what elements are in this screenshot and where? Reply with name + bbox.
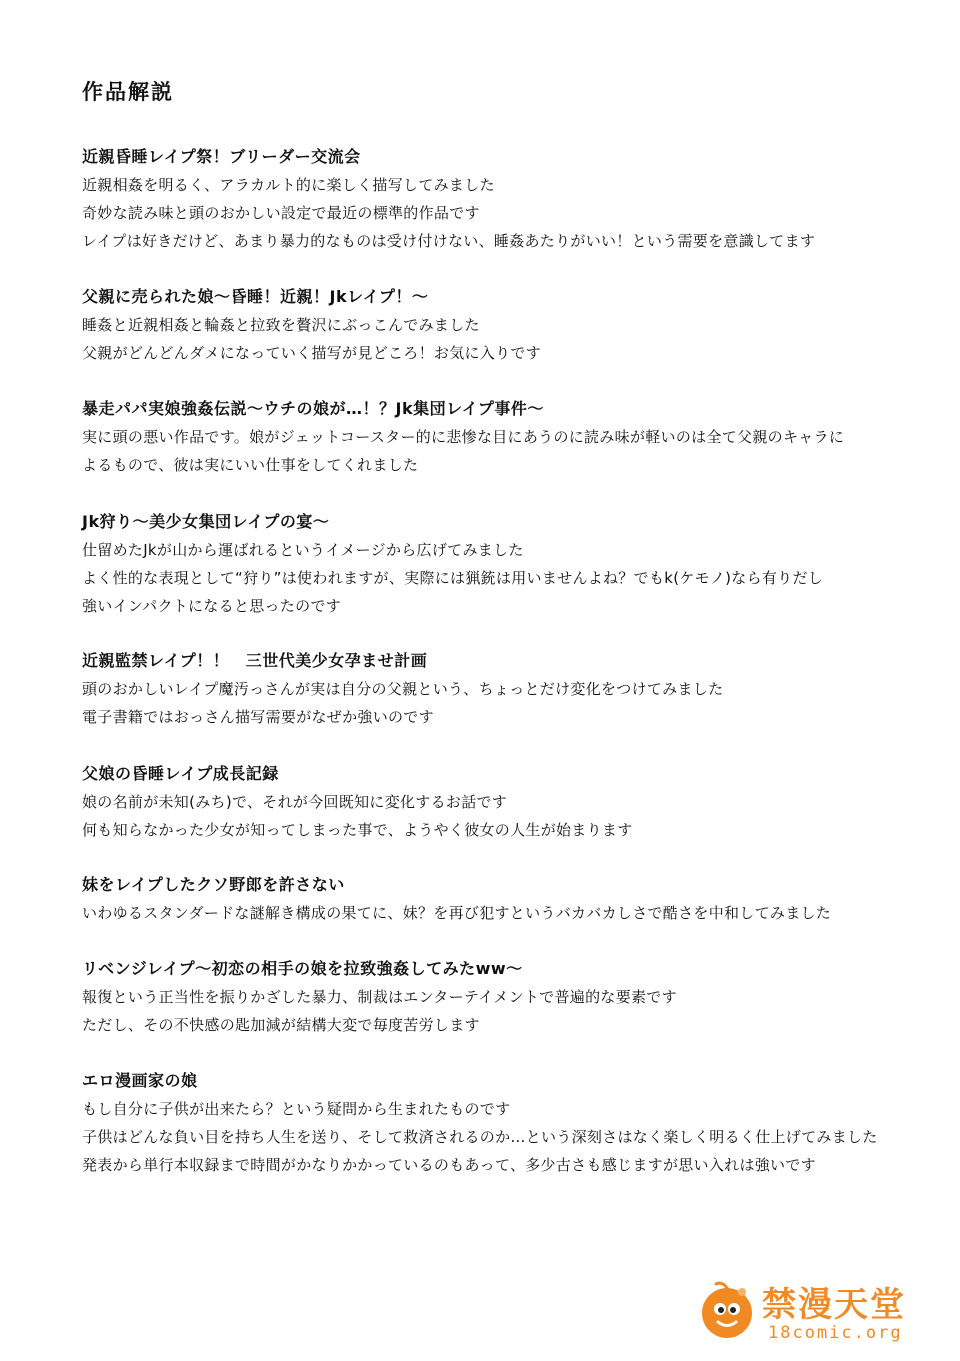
section-title: エロ漫画家の娘 [82,1071,198,1090]
section-title: 妹をレイプしたクソ野郎を許さない [82,875,345,894]
commentary-section [82,395,912,479]
section-text-line: 電子書籍ではおっさん描写需要がなぜか強いのです [82,708,434,726]
section-text-line: 強いインパクトになると思ったのです [82,597,342,615]
commentary-section [82,143,912,255]
commentary-section [82,871,912,927]
section-text-line: 父親がどんどんダメになっていく描写が見どころ！お気に入りです [82,344,542,362]
section-title: リベンジレイプ～初恋の相手の娘を拉致強姦してみたww～ [82,959,523,978]
section-text-line: もし自分に子供が出来たら？という疑問から生まれたものです [82,1100,511,1118]
commentary-section [82,1067,912,1179]
section-text-line: 近親相姦を明るく、アラカルト的に楽しく描写してみました [82,176,495,194]
mascot-logo-icon [696,1279,758,1341]
section-text-line: よく性的な表現として“狩り”は使われますが、実際には猟銃は用いませんよね？でもk(ケモノ)なら有りだし [82,569,824,587]
commentary-section [82,283,912,367]
watermark [696,1275,916,1349]
section-title: 父親に売られた娘～昏睡！近親！Jkレイプ！～ [82,287,429,306]
section-title: Jk狩り～美少女集団レイプの宴～ [82,512,330,531]
section-title: 父娘の昏睡レイプ成長記録 [82,764,279,783]
commentary-section [82,760,912,844]
section-text-line: 頭のおかしいレイプ魔汚っさんが実は自分の父親という、ちょっとだけ変化をつけてみました [82,680,724,698]
section-text-line: 睡姦と近親相姦と輪姦と拉致を贅沢にぶっこんでみました [82,316,480,334]
commentary-section [82,508,912,620]
section-text-line: 子供はどんな負い目を持ち人生を送り、そして救済されるのか…という深刻さはなく楽しく明るく仕上げてみました [82,1128,878,1146]
section-title: 近親昏睡レイプ祭！ブリーダー交流会 [82,147,361,166]
watermark-url: 18comic.org [768,1323,903,1343]
section-title: 暴走パパ実娘強姦伝説～ウチの娘が…！？Jk集団レイプ事件～ [82,399,544,418]
section-text-line: 報復という正当性を振りかざした暴力、制裁はエンターテイメントで普遍的な要素です [82,988,677,1006]
section-text-line: 奇妙な読み味と頭のおかしい設定で最近の標準的作品です [82,204,480,222]
section-text-line: 何も知らなかった少女が知ってしまった事で、ようやく彼女の人生が始まります [82,821,633,839]
section-text-line: ただし、その不快感の匙加減が結構大変で毎度苦労します [82,1016,480,1034]
section-text-line: 仕留めたJkが山から運ばれるというイメージから広げてみました [82,541,524,559]
section-text-line: 実に頭の悪い作品です。娘がジェットコースター的に悲惨な目にあうのに読み味が軽いのは全て父親のキャラに [82,428,845,446]
section-title: 近親監禁レイプ！！ 三世代美少女孕ませ計画 [82,651,428,670]
section-text-line: 娘の名前が未知(みち)で、それが今回既知に変化するお話です [82,793,508,811]
page-title: 作品解説 [82,80,174,104]
section-text-line: 発表から単行本収録まで時間がかなりかかっているのもあって、多少古さも感じますが思い入れは強いです [82,1156,816,1174]
commentary-section [82,647,912,731]
commentary-section [82,955,912,1039]
section-text-line: レイプは好きだけど、あまり暴力的なものは受け付けない、睡姦あたりがいい！という需要を意識してます [82,232,816,250]
section-text-line: よるもので、彼は実にいい仕事をしてくれました [82,456,419,474]
watermark-name: 禁漫天堂 [762,1285,906,1325]
section-text-line: いわゆるスタンダードな謎解き構成の果てに、妹？を再び犯すというバカバカしさで酷さを中和してみました [82,904,832,922]
